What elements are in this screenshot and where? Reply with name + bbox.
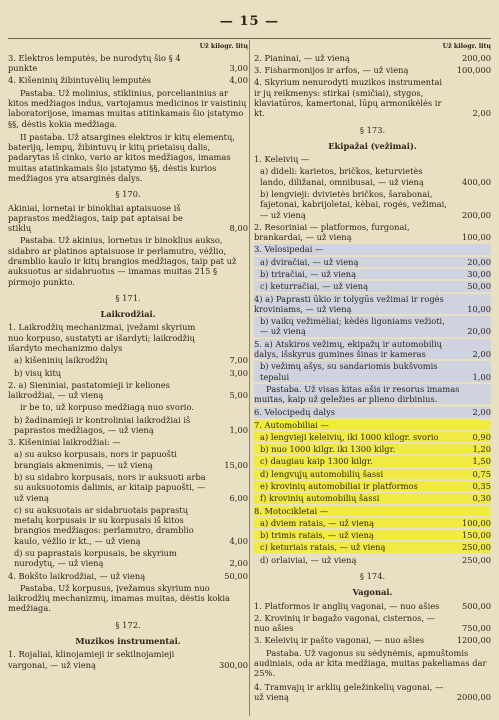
tariff-description: 6. Velocipedų dalys bbox=[254, 407, 336, 418]
tariff-description: b) vežimų ašys, su sandariomis bukšvomis tepalui bbox=[260, 361, 438, 382]
tariff-line bbox=[254, 518, 491, 528]
tariff-line bbox=[254, 493, 491, 503]
tariff-line bbox=[254, 244, 491, 254]
tariff-description: e) krovinių automobiliai ir platformos bbox=[260, 481, 418, 492]
tariff-description: b) lengvieji: dvivietės bričkos, šarabonai, fajetonai, kabrijoletai, kėbai, rogės, vežimai, — už vieną bbox=[260, 189, 447, 220]
tariff-line bbox=[254, 682, 491, 703]
tariff-description: d) su paprastais korpusais, be skyrium nurodytų, — už vieną bbox=[14, 548, 177, 569]
tariff-description: d) lengvųjų automobilių šassi bbox=[260, 468, 384, 479]
tariff-value: 100,000 bbox=[456, 65, 491, 76]
tariff-value: 2,00 bbox=[229, 558, 248, 569]
tariff-line bbox=[8, 505, 248, 546]
tariff-line bbox=[254, 407, 491, 417]
tariff-description: a) kišeninių laikrodžių bbox=[14, 355, 108, 366]
tariff-value: 2,00 bbox=[472, 407, 491, 418]
tariff-line bbox=[254, 222, 491, 243]
tariff-line bbox=[254, 154, 491, 164]
note-paragraph: Pastaba. Už akinius, lornetus ir binoklius aukso, sidabro ar platinos aptaisuose ir perlamutro, vėžlio, dramblio kaulo ir kitų brangios medžiagos, taip pat už auksuotus ar sidabruotus — imamas muitas 215 § pirmojo punkto. bbox=[8, 235, 237, 287]
tariff-line bbox=[254, 444, 491, 454]
tariff-value: 20,00 bbox=[467, 256, 491, 267]
tariff-line bbox=[254, 53, 491, 63]
tariff-value: 2,00 bbox=[472, 348, 491, 359]
tariff-value: 2,00 bbox=[472, 108, 491, 119]
tariff-description: Akiniai, lornetai ir binokliai aptaisuose iš paprastos medžiagos, taip pat aptaisai be stiklų bbox=[8, 202, 183, 234]
tariff-description: 1. Platformos ir anglių vagonai, — nuo ašies bbox=[254, 600, 440, 611]
tariff-value: 0,75 bbox=[472, 468, 491, 479]
tariff-line bbox=[254, 166, 491, 187]
tariff-description: 4. Skyrium nenurodyti muzikos instrumentai ir jų reikmenys: stirkai (smičiai), stygos, klaviatūros, kamertonai, lūpų armonikėlės ir kt. bbox=[254, 77, 443, 119]
tariff-description: 2. Krovinių ir bagažo vagonai, cisternos, — nuo ašies bbox=[254, 612, 435, 634]
tariff-line bbox=[254, 506, 491, 516]
tariff-value: 250,00 bbox=[461, 542, 491, 553]
tariff-value: 750,00 bbox=[461, 623, 491, 634]
column-divider bbox=[249, 40, 250, 716]
tariff-line bbox=[254, 555, 491, 565]
tariff-description: b) trimis ratais, — už vieną bbox=[260, 530, 374, 541]
tariff-description: 4. Kišeninių žibintuvėlių lemputės bbox=[8, 75, 152, 86]
section-heading: § 170. bbox=[115, 189, 141, 200]
tariff-value: 1,00 bbox=[229, 424, 248, 435]
tariff-value: 500,00 bbox=[461, 600, 491, 611]
tariff-value: 0,35 bbox=[472, 481, 491, 492]
tariff-line bbox=[8, 368, 248, 378]
tariff-description: b) žadinamieji ir kontroliniai laikrodžiai iš paprastos medžiagos, — už vieną bbox=[14, 414, 191, 435]
tariff-description: c) keturračiai, — už vieną bbox=[260, 281, 369, 292]
tariff-value: 400,00 bbox=[461, 176, 491, 187]
tariff-line bbox=[254, 530, 491, 540]
section-heading: Muzikos instrumentai. bbox=[75, 635, 181, 646]
note-paragraph: Pastaba. Už korpusus, įvežamus skyrium nuo laikrodžių mechanizmų, imamas muitas, dėstis kokia medžiaga. bbox=[8, 582, 230, 614]
note-paragraph: Pastaba. Už vagonus su sėdynėmis, apmuštomis audiniais, oda ar kita medžiaga, muitas pakeliamas dar 25%. bbox=[254, 647, 487, 679]
tariff-value: 30,00 bbox=[467, 268, 491, 279]
tariff-value: 3,00 bbox=[229, 63, 248, 74]
unit-header: Už kilogr. litų bbox=[199, 43, 248, 50]
tariff-line bbox=[254, 469, 491, 479]
section-heading: Laikrodžiai. bbox=[100, 309, 156, 320]
tariff-value: 100,00 bbox=[461, 517, 491, 528]
section-heading: § 173. bbox=[359, 124, 386, 135]
section-heading: § 171. bbox=[115, 292, 141, 303]
tariff-line bbox=[254, 481, 491, 491]
tariff-line bbox=[254, 65, 491, 75]
tariff-description: 1. Rojaliai, klinojamieji ir sekilnojamieji vargonai, — už vieną bbox=[8, 649, 175, 670]
tariff-description: 3. Velosipedai — bbox=[254, 244, 324, 255]
tariff-description: 2. Pianinai, — už vieną bbox=[254, 52, 350, 63]
tariff-line bbox=[254, 542, 491, 552]
tariff-line bbox=[254, 257, 491, 267]
tariff-description: 2. Resoriniai — platformos, furgonai, brankardai, — už vieną bbox=[254, 221, 410, 243]
page-number: — 15 — bbox=[219, 14, 280, 29]
tariff-value: 4,00 bbox=[229, 75, 248, 86]
tariff-value: 6,00 bbox=[229, 492, 248, 503]
header-rule bbox=[8, 38, 491, 39]
tariff-description: b) triračiai, — už vieną bbox=[260, 268, 357, 279]
tariff-line bbox=[254, 420, 491, 430]
tariff-line bbox=[254, 189, 491, 220]
tariff-value: 4,00 bbox=[229, 535, 248, 546]
tariff-line bbox=[254, 281, 491, 291]
tariff-line bbox=[8, 380, 248, 401]
tariff-description: d) orlaiviai, — už vieną bbox=[260, 554, 357, 565]
tariff-value: 1,20 bbox=[472, 444, 491, 455]
tariff-line bbox=[8, 355, 248, 365]
tariff-description: 7. Automobiliai — bbox=[254, 419, 329, 430]
tariff-value: 1200,00 bbox=[456, 635, 491, 646]
tariff-description: 4. Tramvajų ir arklių geležinkelių vagonai, — už vieną bbox=[254, 681, 444, 702]
tariff-description: a) dviem ratais, — už vieną bbox=[260, 517, 375, 528]
tariff-line bbox=[8, 449, 248, 470]
tariff-value: 10,00 bbox=[467, 303, 491, 314]
tariff-value: 200,00 bbox=[461, 52, 491, 63]
tariff-description: b) vaikų vežimėliai; kėdės ligoniams vežioti, — už vieną bbox=[260, 316, 445, 337]
tariff-value: 3,00 bbox=[229, 367, 248, 378]
tariff-description: c) keturiais ratais, — už vieną bbox=[260, 542, 386, 553]
tariff-value: 1,00 bbox=[472, 371, 491, 382]
tariff-description: b) visų kitų bbox=[14, 367, 62, 378]
tariff-value: 5,00 bbox=[229, 390, 248, 401]
tariff-value: 150,00 bbox=[461, 530, 491, 541]
left-column bbox=[8, 44, 248, 672]
tariff-description: 2. a) Sieniniai, pastatomieji ir keliones laikrodžiai, — už vieną bbox=[8, 379, 170, 401]
tariff-line bbox=[254, 316, 491, 337]
tariff-description: 8. Motocikletai — bbox=[254, 505, 329, 516]
note-paragraph: Pastaba. Už molinius, stiklinius, porcelianinius ar kitos medžiagos indus, vartojamus medicinos ir vaistinių laboratorijose, imamas muitas atitinkamais šio įstatymo §§, dėstis kokia medžiaga. bbox=[8, 87, 247, 129]
tariff-description: 1. Keleivių — bbox=[254, 154, 310, 165]
tariff-line bbox=[8, 437, 248, 447]
unit-header: Už kilogr. litų bbox=[442, 43, 491, 50]
tariff-value: 0,30 bbox=[472, 493, 491, 504]
tariff-description: 3. Fisharmonijos ir arfos, — už vieną bbox=[254, 65, 409, 76]
tariff-line bbox=[254, 77, 491, 118]
tariff-value: 7,00 bbox=[229, 355, 248, 366]
tariff-description: 1. Laikrodžių mechanizmai, įvežami skyrium nuo korpuso, sustatyti ar išardyti; laikrodžių išardyto mechanizmo dalys bbox=[8, 322, 196, 353]
right-column bbox=[254, 44, 491, 704]
tariff-line bbox=[8, 53, 248, 74]
tariff-description: a) dviračiai, — už vieną bbox=[260, 256, 359, 267]
note-paragraph: Pastaba. Už visas kitas ašis ir resorus imamas muitas, kaip už geležies ar plieno dirbinius. bbox=[254, 384, 491, 405]
tariff-line bbox=[254, 635, 491, 645]
tariff-value: 100,00 bbox=[461, 232, 491, 243]
tariff-line bbox=[254, 339, 491, 360]
tariff-line bbox=[254, 361, 491, 382]
tariff-description: f) krovinių automobilių šassi bbox=[260, 493, 380, 504]
tariff-value: 0,90 bbox=[472, 431, 491, 442]
tariff-line bbox=[8, 75, 248, 85]
tariff-line bbox=[8, 649, 248, 670]
tariff-line bbox=[254, 269, 491, 279]
tariff-line bbox=[8, 548, 248, 569]
tariff-description: 3. Kišeniniai laikrodžiai: — bbox=[8, 437, 121, 448]
tariff-description: a) lengvieji keleivių, iki 1000 kilogr. svorio bbox=[260, 431, 439, 442]
tariff-value: 8,00 bbox=[229, 223, 248, 234]
section-heading: Vagonai. bbox=[352, 587, 393, 598]
tariff-description: 4. Bokšto laikrodžiai, — už vieną bbox=[8, 570, 146, 581]
tariff-description: a) su aukso korpusais, nors ir papuošti brangiais akmenimis, — už vieną bbox=[14, 449, 177, 470]
tariff-line bbox=[254, 613, 491, 634]
tariff-value: 15,00 bbox=[224, 459, 248, 470]
section-heading: § 172. bbox=[115, 619, 141, 630]
tariff-line bbox=[8, 415, 248, 436]
tariff-value: 50,00 bbox=[224, 570, 248, 581]
tariff-value: 1,50 bbox=[472, 456, 491, 467]
tariff-line bbox=[254, 294, 491, 315]
tariff-line bbox=[8, 322, 248, 353]
note-paragraph: II pastaba. Už atsargines elektros ir kitų elementų, baterijų, lempų, žibintuvų ir kitų prietaisų dalis, padarytas iš cinko, vario ar kitos medžiagos, imamas muitas atatinkamais šio įstatymo §§, dėstis kurios medžiagos yra atsarginės dalys. bbox=[8, 131, 235, 184]
tariff-value: 2000,00 bbox=[456, 691, 491, 702]
tariff-description: 3. Elektros lemputės, be nurodytų šio § 4 punkte bbox=[8, 52, 181, 74]
tariff-line bbox=[8, 203, 248, 234]
tariff-description: c) daugiau kaip 1300 kilgr. bbox=[260, 456, 373, 467]
tariff-line bbox=[254, 601, 491, 611]
tariff-value: 50,00 bbox=[467, 281, 491, 292]
tariff-line bbox=[8, 571, 248, 581]
tariff-description: b) su sidabro korpusais, nors ir auksuoti arba su auksuotomis dalimis, ar kitaip papuošti, — už vieną bbox=[14, 472, 206, 503]
tariff-value: 200,00 bbox=[461, 209, 491, 220]
section-heading: Ekipažai (vežimai). bbox=[328, 140, 417, 151]
tariff-description: 4) a) Paprasti ūkio ir tolygūs vežimai ir rogės kroviniams, — už vieną bbox=[254, 293, 444, 314]
section-heading: § 174. bbox=[359, 571, 386, 582]
tariff-line bbox=[8, 472, 248, 503]
tariff-description: ir be to, už korpuso medžiagą nuo svorio. bbox=[20, 402, 194, 413]
tariff-line bbox=[8, 402, 248, 412]
tariff-line bbox=[254, 456, 491, 466]
tariff-line bbox=[254, 432, 491, 442]
tariff-description: 5. a) Atskiros vežimų, ekipažų ir automobilių dalys, išskyrus gumines šinas ir kameras bbox=[254, 338, 443, 359]
tariff-value: 300,00 bbox=[218, 659, 248, 670]
tariff-description: 3. Keleivių ir pašto vagonai, — nuo ašies bbox=[254, 635, 425, 646]
tariff-value: 250,00 bbox=[461, 554, 491, 565]
tariff-description: a) dideli: karietos, bričkos, keturvietės lando, diližanai, omnibusai, — už vieną bbox=[260, 166, 424, 187]
tariff-description: b) nuo 1000 kilgr. iki 1300 kilgr. bbox=[260, 444, 396, 455]
tariff-value: 20,00 bbox=[467, 326, 491, 337]
tariff-description: c) su auksuotais ar sidabruotais paprastų metalų korpusais ir su korpusais iš kitos brangios medžiagos: perlamutro, dramblio kaulo, vėžlio ir kt., — už vieną bbox=[14, 504, 194, 546]
